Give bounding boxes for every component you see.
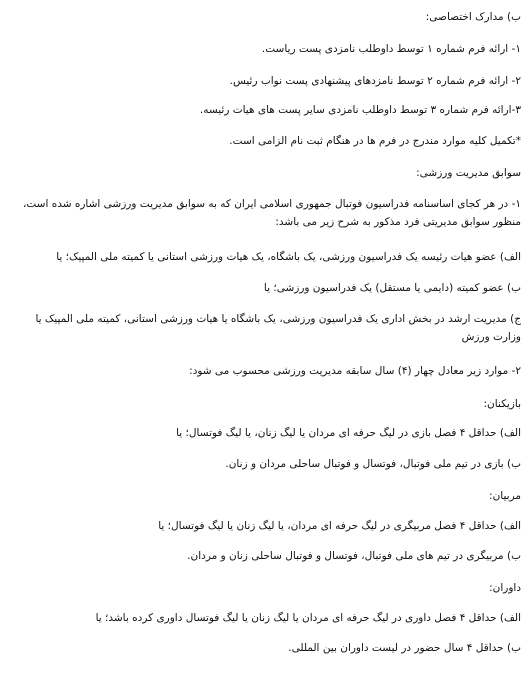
- subheading-referees: داوران:: [489, 582, 521, 594]
- paragraph-four-year-equivalents: ۲- موارد زیر معادل چهار (۴) سال سابقه مدیریت ورزشی محسوب می شود:: [189, 365, 521, 377]
- list-item-referees-alef: الف) حداقل ۴ فصل داوری در لیگ حرفه ای مردان یا لیگ زنان یا لیگ فوتسال داوری کرده باشد؛ یا: [95, 612, 521, 624]
- paragraph-management-definition: ۱- در هر کجای اساسنامه فدراسیون فوتبال جمهوری اسلامی ایران که به سوابق مدیریت ورزشی اشاره شده است، منظور سوابق مدیریتی فرد مذکور به شرح زیر می باشد:: [22, 198, 521, 228]
- list-item-referees-be: ب) حداقل ۴ سال حضور در لیست داوران بین المللی.: [288, 642, 521, 654]
- paragraph-form-2: ۲- ارائه فرم شماره ۲ توسط نامزدهای پیشنهادی پست نواب رئیس.: [229, 75, 521, 87]
- section-heading-specific-documents: ب) مدارک اختصاصی:: [425, 11, 521, 23]
- list-item-alef-board-member: الف) عضو هیات رئیسه یک فدراسیون ورزشی، یک باشگاه، یک هیات ورزشی استانی یا کمیته ملی المپیک؛ یا: [56, 251, 521, 263]
- list-item-players-be: ب) بازی در تیم ملی فوتبال، فوتسال و فوتبال ساحلی مردان و زنان.: [225, 458, 521, 470]
- list-item-coaches-be: ب) مربیگری در تیم های ملی فوتبال، فوتسال و فوتبال ساحلی زنان و مردان.: [187, 550, 521, 562]
- list-item-players-alef: الف) حداقل ۴ فصل بازی در لیگ حرفه ای مردان یا لیگ زنان، یا لیگ فوتسال؛ یا: [176, 427, 521, 439]
- list-item-coaches-alef: الف) حداقل ۴ فصل مربیگری در لیگ حرفه ای مردان، یا لیگ زنان یا لیگ فوتسال؛ یا: [158, 520, 521, 532]
- paragraph-completion-note: *تکمیل کلیه موارد مندرج در فرم ها در هنگام ثبت نام الزامی است.: [229, 135, 521, 147]
- subheading-players: بازیکنان:: [483, 398, 521, 410]
- section-heading-management-record: سوابق مدیریت ورزشی:: [416, 167, 521, 179]
- paragraph-form-3: ۳-ارائه فرم شماره ۳ توسط داوطلب نامزدی سایر پست های هیات رئیسه.: [199, 104, 521, 116]
- list-item-jim-senior-management: ج) مدیریت ارشد در بخش اداری یک فدراسیون ورزشی، یک باشگاه یا هیات ورزشی استانی، کمیته ملی المپیک یا وزارت ورزش: [35, 313, 521, 343]
- list-item-be-committee-member: ب) عضو کمیته (دایمی یا مستقل) یک فدراسیون ورزشی؛ یا: [263, 282, 521, 294]
- paragraph-form-1: ۱- ارائه فرم شماره ۱ توسط داوطلب نامزدی پست ریاست.: [261, 43, 521, 55]
- subheading-coaches: مربیان:: [489, 490, 521, 502]
